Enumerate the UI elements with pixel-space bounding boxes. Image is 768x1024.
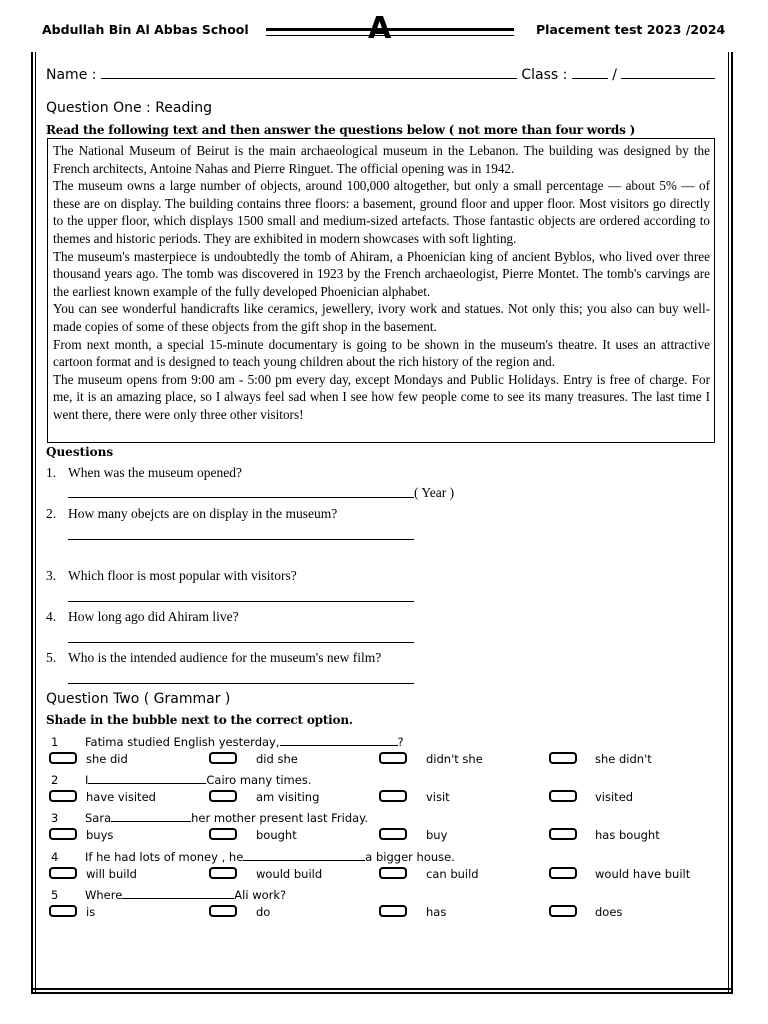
option-label: have visited (86, 790, 156, 804)
option-bubble[interactable] (549, 752, 577, 764)
option-bubble[interactable] (49, 905, 77, 917)
passage-paragraph: The museum opens from 9:00 am - 5:00 pm every day, except Mondays and Public Holidays. Entry is free of charge. For me, it is an amazing place, so I always feel sad when I see how few people come to see its many treasures. The last time I went there, there were only three other visitors! (53, 371, 710, 422)
option-label: visited (595, 790, 634, 804)
question-number: 5. (46, 650, 57, 665)
passage-paragraph: The museum owns a large number of objects, around 100,000 altogether, but only a small percentage — about 5% — of these are on display. The building contains three floors: a basement, ground floor and upper floor. Most visitors go directly to the upper floor, which displays 1500 small and medium-sized artefacts. Those fantastic objects are ordered according to themes and historic periods. They are exhibited in modern showcases with soft lighting. (53, 178, 710, 246)
reading-question-1 (46, 465, 242, 481)
name-label: Name : (46, 67, 97, 83)
item-text-after: a bigger house. (365, 850, 455, 864)
answer-line-2[interactable] (68, 539, 414, 540)
item-text-before: Sara (85, 811, 112, 825)
question-number: 1. (46, 465, 57, 480)
reading-title: Question One : Reading (46, 100, 213, 116)
questions-heading: Questions (46, 445, 114, 459)
item-text-before: Where (85, 888, 123, 902)
option-bubble[interactable] (549, 790, 577, 802)
option-label: buy (426, 828, 448, 842)
option-label: would build (256, 867, 323, 881)
option-label: she did (86, 752, 128, 766)
option-bubble[interactable] (379, 905, 407, 917)
name-field[interactable] (101, 66, 517, 79)
option-label: can build (426, 867, 479, 881)
option-label: is (86, 905, 96, 919)
reading-passage (47, 138, 715, 443)
option-bubble[interactable] (49, 867, 77, 879)
option-bubble[interactable] (549, 905, 577, 917)
option-label: am visiting (256, 790, 320, 804)
question-text: Which floor is most popular with visitors? (68, 568, 297, 583)
reading-question-5 (46, 650, 381, 666)
item-text-before: I (85, 773, 89, 787)
class-grade-field[interactable] (572, 66, 608, 79)
passage-paragraph: The museum's masterpiece is undoubtedly the tomb of Ahiram, a Phoenician king of ancient Byblos, who lived over three thousand years ago. The tomb was discovered in 1923 by the French archaeologist, Pierre Montet. The tomb's carvings are the earliest known example of the fully developed Phoenician alphabet. (53, 248, 710, 299)
class-separator: / (612, 67, 618, 83)
reading-question-2 (46, 506, 337, 522)
option-label: bought (256, 828, 297, 842)
option-label: would have built (595, 867, 691, 881)
option-label: visit (426, 790, 450, 804)
frame-left-outer (31, 52, 33, 992)
student-info-row (46, 66, 715, 83)
option-bubble[interactable] (209, 828, 237, 840)
option-bubble[interactable] (209, 905, 237, 917)
item-number: 3 (51, 811, 59, 825)
option-bubble[interactable] (49, 790, 77, 802)
option-label: has bought (595, 828, 660, 842)
test-title: Placement test 2023 /2024 (536, 22, 726, 37)
item-number: 4 (51, 850, 59, 864)
reading-question-3 (46, 568, 297, 584)
year-hint: ( Year ) (414, 485, 455, 500)
grammar-instruction: Shade in the bubble next to the correct option. (46, 713, 353, 727)
item-number: 2 (51, 773, 59, 787)
item-blank (243, 848, 365, 861)
item-number: 5 (51, 888, 59, 902)
question-text: How long ago did Ahiram live? (68, 609, 239, 624)
item-blank (88, 771, 206, 784)
answer-line-5[interactable] (68, 683, 414, 684)
option-label: will build (86, 867, 137, 881)
passage-paragraph: You can see wonderful handicrafts like ceramics, jewellery, ivory work and statues. Not only this; you also can buy well-made copies of some of these objects from the gift shop in the basement. (53, 301, 710, 334)
item-text-before: If he had lots of money , he (85, 850, 244, 864)
grammar-title: Question Two ( Grammar ) (46, 691, 231, 707)
option-label: has (426, 905, 447, 919)
answer-line-3[interactable] (68, 601, 414, 602)
class-label: Class : (521, 67, 568, 83)
option-bubble[interactable] (49, 828, 77, 840)
option-bubble[interactable] (549, 828, 577, 840)
item-text-after: ? (397, 735, 404, 749)
grammar-item-5 (51, 886, 286, 902)
question-number: 2. (46, 506, 57, 521)
option-bubble[interactable] (379, 867, 407, 879)
grammar-item-4 (51, 848, 455, 864)
frame-right-outer (731, 52, 733, 992)
item-text-after: her mother present last Friday. (191, 811, 369, 825)
option-label: do (256, 905, 271, 919)
option-label: didn't she (426, 752, 483, 766)
item-text-before: Fatima studied English yesterday, (85, 735, 280, 749)
option-bubble[interactable] (209, 790, 237, 802)
grammar-item-1 (51, 733, 404, 749)
question-number: 3. (46, 568, 57, 583)
option-bubble[interactable] (379, 828, 407, 840)
option-bubble[interactable] (49, 752, 77, 764)
answer-line-1[interactable] (68, 497, 414, 498)
frame-left-inner (35, 52, 36, 992)
option-bubble[interactable] (209, 752, 237, 764)
option-bubble[interactable] (209, 867, 237, 879)
question-text: Who is the intended audience for the museum's new film? (68, 650, 382, 665)
item-blank (280, 733, 398, 746)
option-label: did she (256, 752, 298, 766)
reading-question-4 (46, 609, 239, 625)
class-section-field[interactable] (621, 66, 715, 79)
frame-right-inner (728, 52, 729, 992)
question-number: 4. (46, 609, 57, 624)
item-blank (111, 809, 191, 822)
frame-bottom-inner (31, 988, 733, 990)
option-label: does (595, 905, 623, 919)
frame-bottom-outer (31, 992, 733, 994)
option-label: buys (86, 828, 114, 842)
question-text: When was the museum opened? (68, 465, 242, 480)
grammar-item-2 (51, 771, 311, 787)
version-letter: A (368, 11, 392, 46)
grammar-item-3 (51, 809, 368, 825)
option-bubble[interactable] (379, 790, 407, 802)
option-bubble[interactable] (549, 867, 577, 879)
reading-instruction: Read the following text and then answer the questions below ( not more than four words ) (46, 123, 636, 137)
answer-line-4[interactable] (68, 642, 414, 643)
school-name: Abdullah Bin Al Abbas School (42, 22, 249, 37)
question-text: How many obejcts are on display in the museum? (68, 506, 338, 521)
item-text-after: Ali work? (234, 888, 287, 902)
passage-paragraph: From next month, a special 15-minute documentary is going to be shown in the museum's theatre. It uses an attractive cartoon format and is designed to teach young children about the rich history of the region and. (53, 336, 710, 370)
item-blank (122, 886, 234, 899)
option-bubble[interactable] (379, 752, 407, 764)
option-label: she didn't (595, 752, 652, 766)
item-text-after: Cairo many times. (206, 773, 312, 787)
item-number: 1 (51, 735, 59, 749)
passage-paragraph: The National Museum of Beirut is the main archaeological museum in the Lebanon. The building was designed by the French architects, Antoine Nahas and Pierre Ringuet. The official opening was in 1942. (53, 143, 710, 176)
